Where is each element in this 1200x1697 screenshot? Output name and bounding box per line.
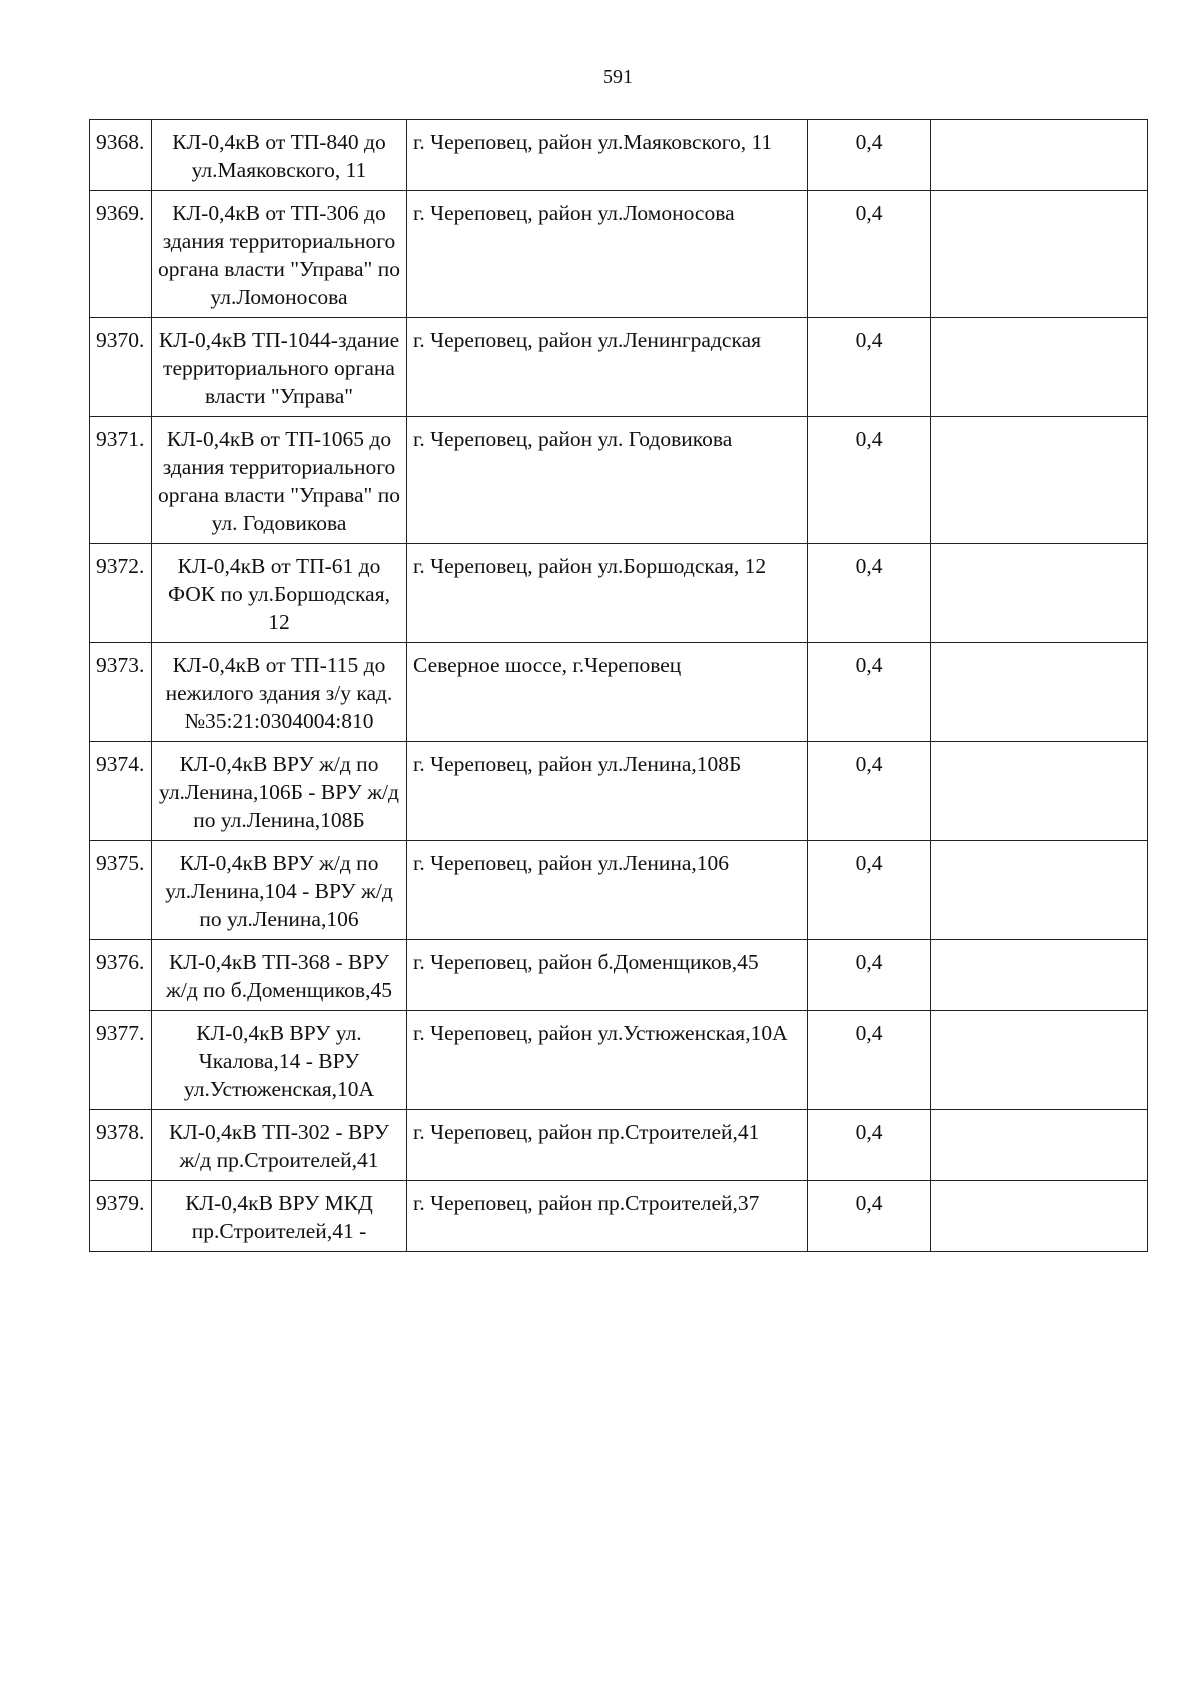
empty-cell [931, 742, 1148, 841]
object-name: КЛ-0,4кВ от ТП-306 до здания территориального органа власти "Управа" по ул.Ломоносова [152, 191, 407, 318]
row-number: 9377. [90, 1011, 152, 1110]
object-name: КЛ-0,4кВ ВРУ ж/д по ул.Ленина,104 - ВРУ ж/д по ул.Ленина,106 [152, 841, 407, 940]
row-number: 9373. [90, 643, 152, 742]
object-name: КЛ-0,4кВ ТП-368 - ВРУ ж/д по б.Доменщиков,45 [152, 940, 407, 1011]
row-number: 9378. [90, 1110, 152, 1181]
object-address: г. Череповец, район пр.Строителей,37 [407, 1181, 808, 1252]
object-address: Северное шоссе, г.Череповец [407, 643, 808, 742]
table-row [90, 1110, 1148, 1181]
object-address: г. Череповец, район пр.Строителей,41 [407, 1110, 808, 1181]
voltage-value: 0,4 [808, 742, 931, 841]
empty-cell [931, 643, 1148, 742]
object-address: г. Череповец, район ул.Ленина,106 [407, 841, 808, 940]
voltage-value: 0,4 [808, 120, 931, 191]
object-name: КЛ-0,4кВ от ТП-115 до нежилого здания з/у кад.№35:21:0304004:810 [152, 643, 407, 742]
empty-cell [931, 544, 1148, 643]
row-number: 9371. [90, 417, 152, 544]
object-address: г. Череповец, район ул. Годовикова [407, 417, 808, 544]
voltage-value: 0,4 [808, 417, 931, 544]
table-row [90, 191, 1148, 318]
row-number: 9368. [90, 120, 152, 191]
table-row [90, 841, 1148, 940]
row-number: 9372. [90, 544, 152, 643]
row-number: 9374. [90, 742, 152, 841]
empty-cell [931, 120, 1148, 191]
empty-cell [931, 191, 1148, 318]
object-address: г. Череповец, район ул.Устюженская,10А [407, 1011, 808, 1110]
object-address: г. Череповец, район ул.Маяковского, 11 [407, 120, 808, 191]
row-number: 9375. [90, 841, 152, 940]
row-number: 9369. [90, 191, 152, 318]
table-row [90, 643, 1148, 742]
table-row [90, 318, 1148, 417]
object-address: г. Череповец, район ул.Ломоносова [407, 191, 808, 318]
voltage-value: 0,4 [808, 1110, 931, 1181]
table-row [90, 417, 1148, 544]
table-row [90, 1181, 1148, 1252]
voltage-value: 0,4 [808, 841, 931, 940]
page-number: 591 [603, 66, 633, 88]
voltage-value: 0,4 [808, 318, 931, 417]
registry-table [89, 119, 1148, 1252]
empty-cell [931, 841, 1148, 940]
object-name: КЛ-0,4кВ от ТП-840 до ул.Маяковского, 11 [152, 120, 407, 191]
table-row [90, 742, 1148, 841]
object-address: г. Череповец, район ул.Ленинградская [407, 318, 808, 417]
object-address: г. Череповец, район б.Доменщиков,45 [407, 940, 808, 1011]
empty-cell [931, 318, 1148, 417]
empty-cell [931, 1011, 1148, 1110]
voltage-value: 0,4 [808, 191, 931, 318]
empty-cell [931, 1181, 1148, 1252]
table-row [90, 120, 1148, 191]
table-row [90, 1011, 1148, 1110]
row-number: 9379. [90, 1181, 152, 1252]
object-name: КЛ-0,4кВ ВРУ ж/д по ул.Ленина,106Б - ВРУ ж/д по ул.Ленина,108Б [152, 742, 407, 841]
object-name: КЛ-0,4кВ ТП-302 - ВРУ ж/д пр.Строителей,41 [152, 1110, 407, 1181]
voltage-value: 0,4 [808, 544, 931, 643]
object-address: г. Череповец, район ул.Ленина,108Б [407, 742, 808, 841]
row-number: 9376. [90, 940, 152, 1011]
object-name: КЛ-0,4кВ от ТП-1065 до здания территориального органа власти "Управа" по ул. Годовикова [152, 417, 407, 544]
empty-cell [931, 940, 1148, 1011]
object-name: КЛ-0,4кВ от ТП-61 до ФОК по ул.Боршодская, 12 [152, 544, 407, 643]
object-name: КЛ-0,4кВ ТП-1044-здание территориального органа власти "Управа" [152, 318, 407, 417]
empty-cell [931, 417, 1148, 544]
object-address: г. Череповец, район ул.Боршодская, 12 [407, 544, 808, 643]
table-row [90, 544, 1148, 643]
object-name: КЛ-0,4кВ ВРУ МКД пр.Строителей,41 - [152, 1181, 407, 1252]
voltage-value: 0,4 [808, 1011, 931, 1110]
table-row [90, 940, 1148, 1011]
voltage-value: 0,4 [808, 643, 931, 742]
empty-cell [931, 1110, 1148, 1181]
object-name: КЛ-0,4кВ ВРУ ул. Чкалова,14 - ВРУ ул.Устюженская,10А [152, 1011, 407, 1110]
voltage-value: 0,4 [808, 1181, 931, 1252]
row-number: 9370. [90, 318, 152, 417]
voltage-value: 0,4 [808, 940, 931, 1011]
